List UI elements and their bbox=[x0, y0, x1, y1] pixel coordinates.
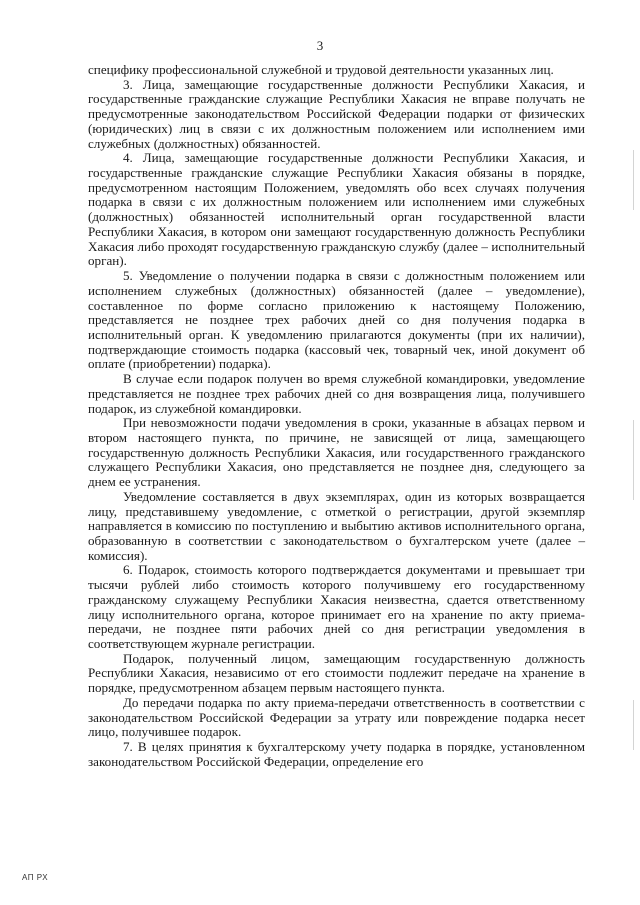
document-body bbox=[88, 63, 585, 770]
paragraph-impossibility: При невозможности подачи уведомления в сроки, указанные в абзацах первом и втором настоящего пункта, по причине, не зависящей от лица, замещающего государственную должность Республики Хакасия, или государственного гражданского служащего Республики Хакасия, оно представляется не позднее дня, следующего за днем ее устранения. bbox=[88, 415, 585, 490]
scan-edge-mark bbox=[633, 420, 634, 500]
paragraph-item-5: 5. Уведомление о получении подарка в связи с должностным положением или исполнением служебных (должностных) обязанностей (далее – уведомление), составленное по форме согласно приложению к настоящему Положению, представляется не позднее трех рабочих дней со дня получения подарка в исполнительный орган. К уведомлению прилагаются документы (при их наличии), подтверждающие стоимость подарка (кассовый чек, товарный чек, иной документ об оплате (приобретении) подарка). bbox=[88, 268, 585, 372]
paragraph-gift-storage: Подарок, полученный лицом, замещающим государственную должность Республики Хакасия, независимо от его стоимости подлежит передаче на хранение в порядке, предусмотренном абзацем первым настоящего пункта. bbox=[88, 650, 585, 696]
scan-edge-mark bbox=[633, 700, 634, 750]
paragraph-item-4: 4. Лица, замещающие государственные должности Республики Хакасия, и государственные гражданские служащие Республики Хакасия обязаны в порядке, предусмотренном настоящим Положением, уведомлять обо всех случаях получения подарка в связи с их должностным положением или исполнением ими служебных (должностных) обязанностей исполнительный орган государственной власти Республики Хакасия, в котором они замещают государственную должность Республики Хакасия либо проходят государственную гражданскую службу (далее – исполнительный орган). bbox=[88, 150, 585, 269]
footer-code: АП РХ bbox=[22, 873, 49, 882]
paragraph-item-6: 6. Подарок, стоимость которого подтверждается документами и превышает три тысячи рублей либо стоимость которого получившему его государственному гражданскому служащему Республики Хакасия неизвестна, сдается ответственному лицу исполнительного органа, которое принимает его на хранение по акту приема-передачи, не позднее пяти рабочих дней со дня регистрации уведомления в соответствующем журнале регистрации. bbox=[88, 562, 585, 652]
paragraph-item-3: 3. Лица, замещающие государственные должности Республики Хакасия, и государственные гражданские служащие Республики Хакасия не вправе получать не предусмотренные законодательством Российской Федерации подарки от физических (юридических) лиц в связи с их должностным положением или исполнением ими служебных (должностных) обязанностей. bbox=[88, 76, 585, 151]
scan-edge-mark bbox=[633, 150, 634, 210]
paragraph-continuation: специфику профессиональной служебной и трудовой деятельности указанных лиц. bbox=[88, 62, 554, 77]
paragraph-responsibility: До передачи подарка по акту приема-передачи ответственность в соответствии с законодательством Российской Федерации за утрату или повреждение подарка несет лицо, получившее подарок. bbox=[88, 694, 585, 740]
paragraph-business-trip: В случае если подарок получен во время служебной командировки, уведомление представляется не позднее трех рабочих дней со дня возвращения лица, получившего подарок, из служебной командировки. bbox=[88, 371, 585, 416]
paragraph-item-7: 7. В целях принятия к бухгалтерскому учету подарка в порядке, установленном законодательством Российской Федерации, определение его bbox=[88, 739, 585, 769]
paragraph-notification-copies: Уведомление составляется в двух экземплярах, один из которых возвращается лицу, представившему уведомление, с отметкой о регистрации, другой экземпляр направляется в комиссию по поступлению и выбытию активов исполнительного органа, образованную в соответствии с законодательством о бухгалтерском учете (далее – комиссия). bbox=[88, 488, 585, 563]
page-number: 3 bbox=[316, 38, 324, 53]
